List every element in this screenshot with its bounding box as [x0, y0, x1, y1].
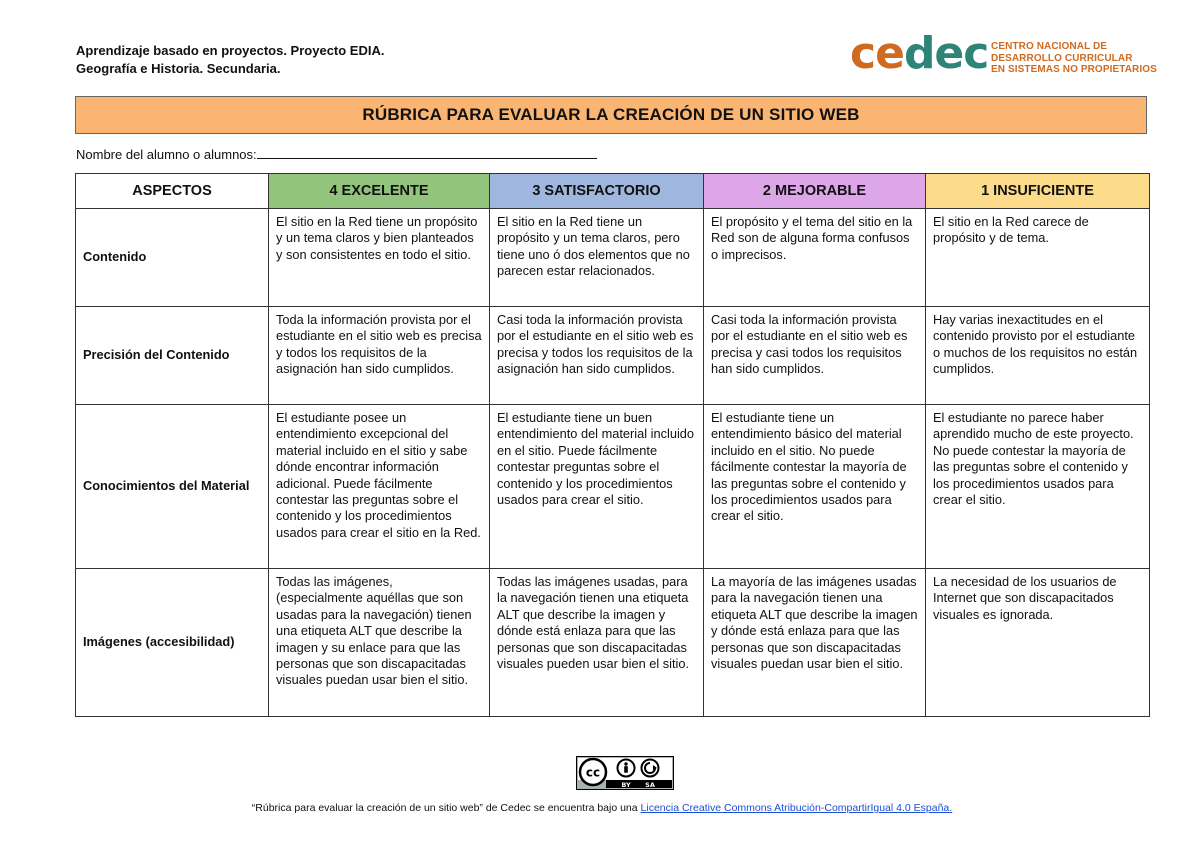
header-line-1: Aprendizaje basado en proyectos. Proyecto EDIA.	[76, 43, 385, 58]
table-row	[76, 569, 1150, 717]
table-cell: Casi toda la información provista por el estudiante en el sitio web es precisa y casi todos los requisitos han sido cumplidos.	[704, 307, 926, 405]
student-name-line	[76, 147, 597, 162]
header-satisfactorio: 3 SATISFACTORIO	[490, 174, 704, 209]
table-cell: El estudiante tiene un entendimiento básico del material incluido en el sitio. No puede fácilmente contestar la mayoría de las preguntas sobre el contenido y los procedimientos usados para crear el sitio.	[704, 405, 926, 569]
aspect-contenido: Contenido	[76, 209, 269, 307]
table-cell: La mayoría de las imágenes usadas para la navegación tienen una etiqueta ALT que describe la imagen y dónde está enlaza para que las personas que son discapacitadas visuales puedan usar bien el sitio.	[704, 569, 926, 717]
document-header	[76, 42, 384, 78]
cc-by-sa-icon	[576, 756, 674, 790]
table-cell: El estudiante tiene un buen entendimiento del material incluido en el sitio. Puede fácilmente contestar preguntas sobre el contenido y los procedimientos usados para crear el sitio.	[490, 405, 704, 569]
cedec-logo-word: cedec	[850, 28, 989, 79]
table-cell: El sitio en la Red carece de propósito y de tema.	[926, 209, 1150, 307]
header-row	[76, 174, 1150, 209]
student-name-blank	[257, 147, 597, 159]
student-name-label: Nombre del alumno o alumnos:	[76, 147, 257, 162]
aspect-conocimientos: Conocimientos del Material	[76, 405, 269, 569]
svg-text:cc: cc	[585, 765, 601, 780]
cedec-logo	[850, 28, 1170, 82]
cedec-logo-subtitle: CENTRO NACIONAL DE DESARROLLO CURRICULAR EN SISTEMAS NO PROPIETARIOS	[991, 41, 1157, 75]
header-insuficiente: 1 INSUFICIENTE	[926, 174, 1150, 209]
header-mejorable: 2 MEJORABLE	[704, 174, 926, 209]
table-cell: El estudiante posee un entendimiento excepcional del material incluido en el sitio y sabe dónde encontrar información adicional. Puede fácilmente contestar las preguntas sobre el contenido y los procedimientos usados para crear el sitio en la Red.	[269, 405, 490, 569]
license-link[interactable]: Licencia Creative Commons Atribución-CompartirIgual 4.0 España.	[640, 802, 953, 814]
table-cell: El sitio en la Red tiene un propósito y un tema claros, pero tiene uno ó dos elementos que no parecen estar relacionados.	[490, 209, 704, 307]
rubric-title: RÚBRICA PARA EVALUAR LA CREACIÓN DE UN SITIO WEB	[75, 96, 1147, 134]
table-cell: Todas las imágenes usadas, para la navegación tienen una etiqueta ALT que describe la imagen y dónde está enlaza para que las personas que son discapacitadas visuales pueden usar bien el sitio.	[490, 569, 704, 717]
table-cell: Casi toda la información provista por el estudiante en el sitio web es precisa y todos los requisitos de la asignación han sido cumplidos.	[490, 307, 704, 405]
rubric-table	[75, 173, 1150, 717]
table-row	[76, 405, 1150, 569]
header-aspectos: ASPECTOS	[76, 174, 269, 209]
aspect-precision: Precisión del Contenido	[76, 307, 269, 405]
table-row	[76, 307, 1150, 405]
table-cell: Toda la información provista por el estudiante en el sitio web es precisa y todos los requisitos de la asignación han sido cumplidos.	[269, 307, 490, 405]
table-cell: Hay varias inexactitudes en el contenido provisto por el estudiante o muchos de los requisitos no están cumplidos.	[926, 307, 1150, 405]
table-cell: El propósito y el tema del sitio en la Red son de alguna forma confusos o imprecisos.	[704, 209, 926, 307]
table-cell: La necesidad de los usuarios de Internet que son discapacitados visuales es ignorada.	[926, 569, 1150, 717]
cc-by-sa-badge	[576, 756, 674, 790]
header-line-2: Geografía e Historia. Secundaria.	[76, 61, 281, 76]
header-excelente: 4 EXCELENTE	[269, 174, 490, 209]
table-cell: El estudiante no parece haber aprendido mucho de este proyecto. No puede contestar la mayoría de las preguntas sobre el contenido y los procedimientos usados para crear el sitio.	[926, 405, 1150, 569]
svg-text:SA: SA	[645, 781, 655, 789]
table-row	[76, 209, 1150, 307]
license-text: “Rúbrica para evaluar la creación de un sitio web” de Cedec se encuentra bajo una	[251, 802, 641, 814]
license-footer	[0, 802, 1204, 814]
svg-text:BY: BY	[621, 781, 631, 789]
aspect-imagenes: Imágenes (accesibilidad)	[76, 569, 269, 717]
table-cell: El sitio en la Red tiene un propósito y un tema claros y bien planteados y son consistentes en todo el sitio.	[269, 209, 490, 307]
table-cell: Todas las imágenes, (especialmente aquéllas que son usadas para la navegación) tienen una etiqueta ALT que describe la imagen y su enlace para que las personas que son discapacitadas visuales puedan usar bien el sitio.	[269, 569, 490, 717]
